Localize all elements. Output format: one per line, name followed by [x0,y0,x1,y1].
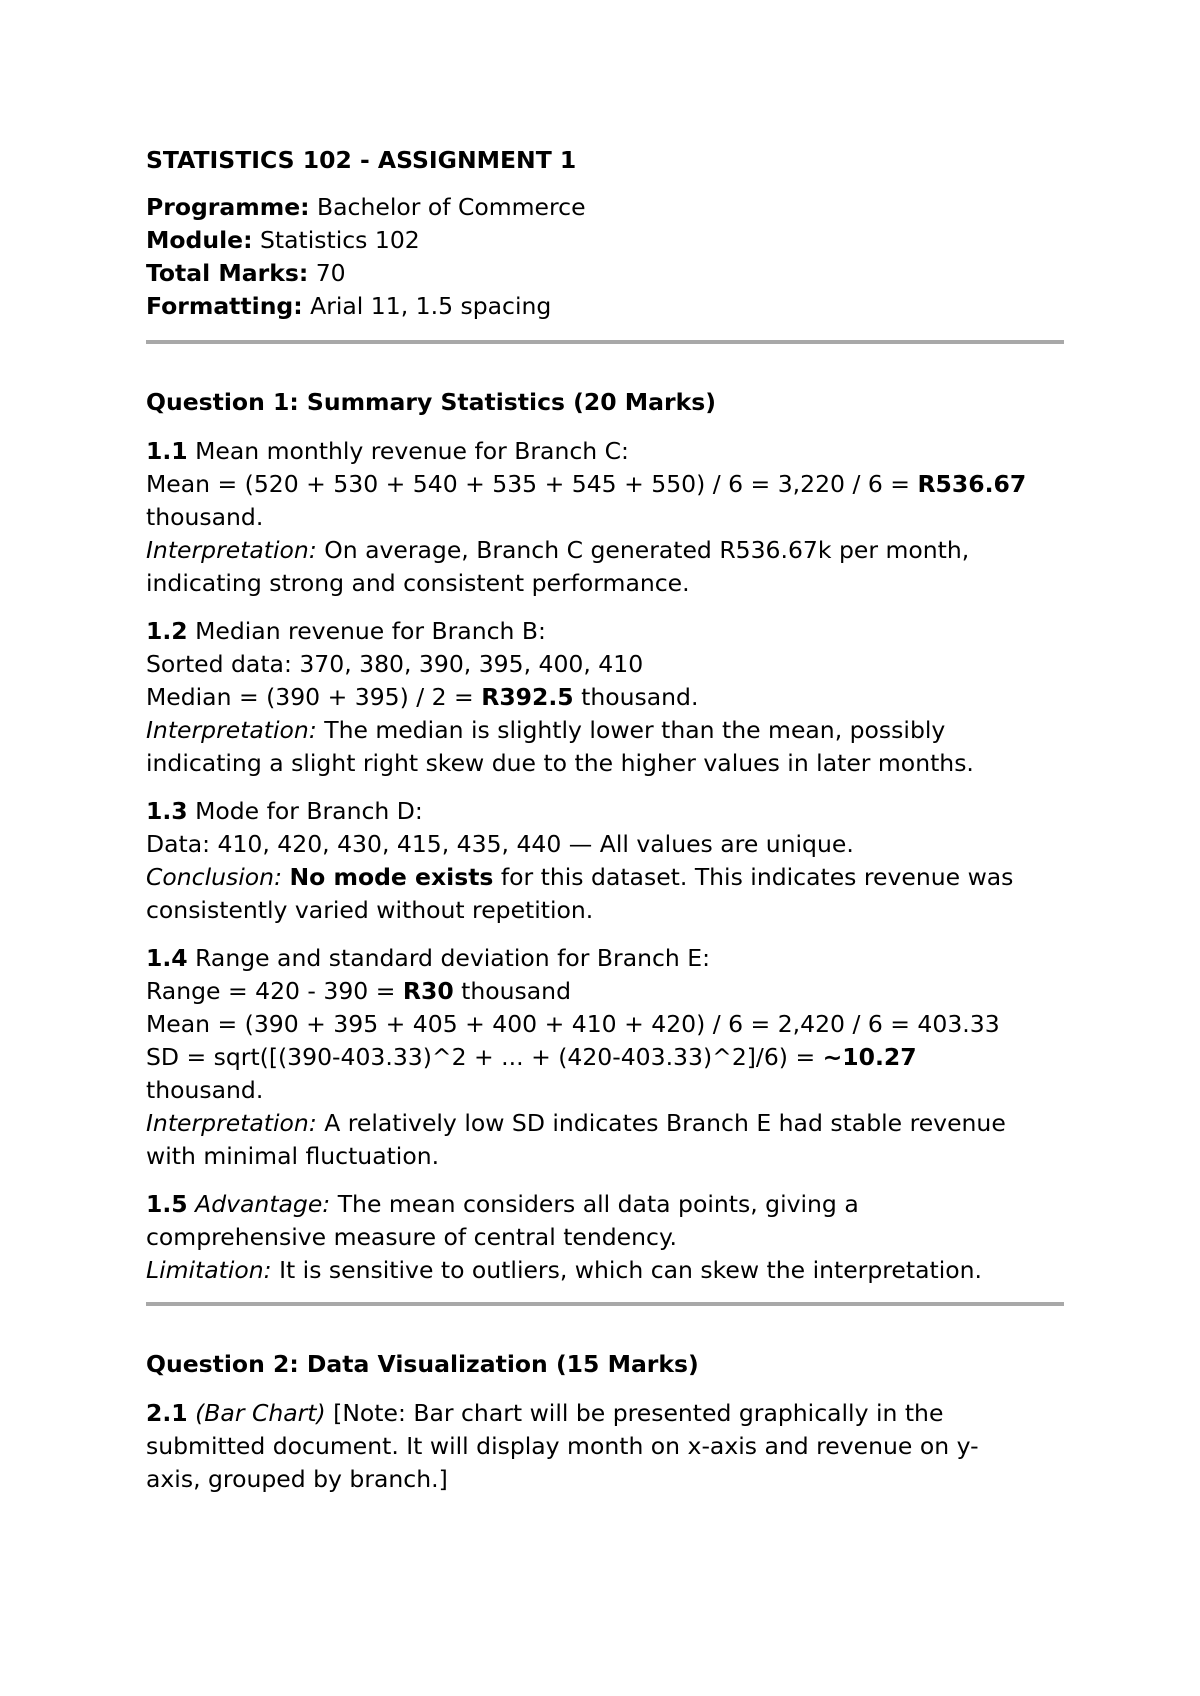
meta-programme [146,191,1066,224]
answer-1-3-title-line [146,795,1066,828]
answer-1-4-mean-line: Mean = (390 + 395 + 405 + 400 + 410 + 420) / 6 = 2,420 / 6 = 403.33 [146,1010,1000,1038]
answer-2-1-line-2: submitted document. It will display month on x-axis and revenue on y- [146,1432,979,1460]
interpretation-text: On average, Branch C generated R536.67k per month, [316,536,970,564]
answer-1-2-calc-line [146,681,1066,714]
conclusion-bold: No mode exists [289,863,494,891]
answer-2-1-line [146,1397,1066,1430]
answer-number: 1.5 [146,1190,188,1218]
document-title: STATISTICS 102 - ASSIGNMENT 1 [146,146,577,174]
answer-1-2 [146,615,1066,780]
meta-formatting [146,290,1066,323]
answer-number: 1.1 [146,437,188,465]
bar-chart-label: (Bar Chart) [195,1399,326,1427]
answer-1-2-interpretation-cont: indicating a slight right skew due to the higher values in later months. [146,749,974,777]
answer-1-4-sd-line [146,1041,1066,1074]
advantage-label: Advantage: [195,1190,331,1218]
range-tail: thousand [453,977,571,1005]
answer-1-3-data-line: Data: 410, 420, 430, 415, 435, 440 — All values are unique. [146,830,854,858]
answer-title: Mode for Branch D: [187,797,423,825]
advantage-text: The mean considers all data points, giving a [330,1190,859,1218]
calc-result: R536.67 [917,470,1027,498]
interpretation-label: Interpretation: [146,716,317,744]
calc-result: R392.5 [481,683,574,711]
interpretation-label: Interpretation: [146,1109,317,1137]
meta-module-value: Statistics 102 [259,226,420,254]
meta-formatting-label: Formatting: [146,292,303,320]
answer-1-4-title-line [146,942,1066,975]
answer-2-1 [146,1397,1066,1496]
answer-1-2-sorted-line: Sorted data: 370, 380, 390, 395, 400, 410 [146,650,644,678]
answer-1-4-sd-tail: thousand. [146,1076,264,1104]
meta-programme-value: Bachelor of Commerce [317,193,586,221]
answer-number: 2.1 [146,1399,188,1427]
answer-1-3-conclusion-cont: consistently varied without repetition. [146,896,594,924]
answer-1-5-advantage [146,1188,1066,1221]
section-divider [146,340,1064,344]
document-page [146,144,1066,1511]
answer-1-1-calc-line [146,468,1066,501]
interpretation-label: Interpretation: [146,536,317,564]
limitation-label: Limitation: [146,1256,272,1284]
meta-total-marks [146,257,1066,290]
answer-1-4-interpretation [146,1107,1066,1140]
answer-title: Mean monthly revenue for Branch C: [187,437,629,465]
answer-1-5-advantage-cont: comprehensive measure of central tendency. [146,1223,677,1251]
answer-number: 1.2 [146,617,188,645]
answer-number: 1.4 [146,944,188,972]
meta-marks-label: Total Marks: [146,259,309,287]
range-result: R30 [402,977,454,1005]
answer-1-4-interpretation-cont: with minimal fluctuation. [146,1142,440,1170]
meta-module-label: Module: [146,226,253,254]
meta-formatting-value: Arial 11, 1.5 spacing [310,292,552,320]
section-divider [146,1302,1064,1306]
answer-2-1-text: [Note: Bar chart will be presented graphically in the [325,1399,944,1427]
conclusion-text: for this dataset. This indicates revenue was [493,863,1014,891]
answer-1-2-interpretation [146,714,1066,747]
calc-text: Median = (390 + 395) / 2 = [146,683,482,711]
interpretation-text: The median is slightly lower than the mean, possibly [316,716,946,744]
answer-1-5 [146,1188,1066,1287]
answer-1-1-title-line [146,435,1066,468]
sd-calc: SD = sqrt([(390-403.33)^2 + ... + (420-403.33)^2]/6) = [146,1043,823,1071]
meta-programme-label: Programme: [146,193,310,221]
calc-text: Mean = (520 + 530 + 540 + 535 + 545 + 550) / 6 = 3,220 / 6 = [146,470,918,498]
answer-1-1-interpretation [146,534,1066,567]
answer-1-3 [146,795,1066,927]
answer-1-5-limitation [146,1254,1066,1287]
answer-1-1-interpretation-cont: indicating strong and consistent performance. [146,569,690,597]
sd-result: ~10.27 [822,1043,917,1071]
meta-marks-value: 70 [315,259,346,287]
limitation-text: It is sensitive to outliers, which can skew the interpretation. [271,1256,982,1284]
meta-module [146,224,1066,257]
answer-2-1-line-3: axis, grouped by branch.] [146,1465,448,1493]
answer-1-3-conclusion [146,861,1066,894]
answer-1-2-title-line [146,615,1066,648]
question-1-heading: Question 1: Summary Statistics (20 Marks) [146,388,716,416]
answer-number: 1.3 [146,797,188,825]
interpretation-text: A relatively low SD indicates Branch E had stable revenue [316,1109,1006,1137]
answer-title: Median revenue for Branch B: [187,617,546,645]
answer-title: Range and standard deviation for Branch E: [187,944,711,972]
answer-1-4 [146,942,1066,1173]
calc-tail: thousand. [573,683,699,711]
answer-1-1-calc-tail: thousand. [146,503,264,531]
answer-1-4-range-line [146,975,1066,1008]
question-2-heading: Question 2: Data Visualization (15 Marks) [146,1350,699,1378]
answer-1-1 [146,435,1066,600]
range-calc: Range = 420 - 390 = [146,977,403,1005]
conclusion-label: Conclusion: [146,863,282,891]
assignment-meta [146,191,1066,323]
